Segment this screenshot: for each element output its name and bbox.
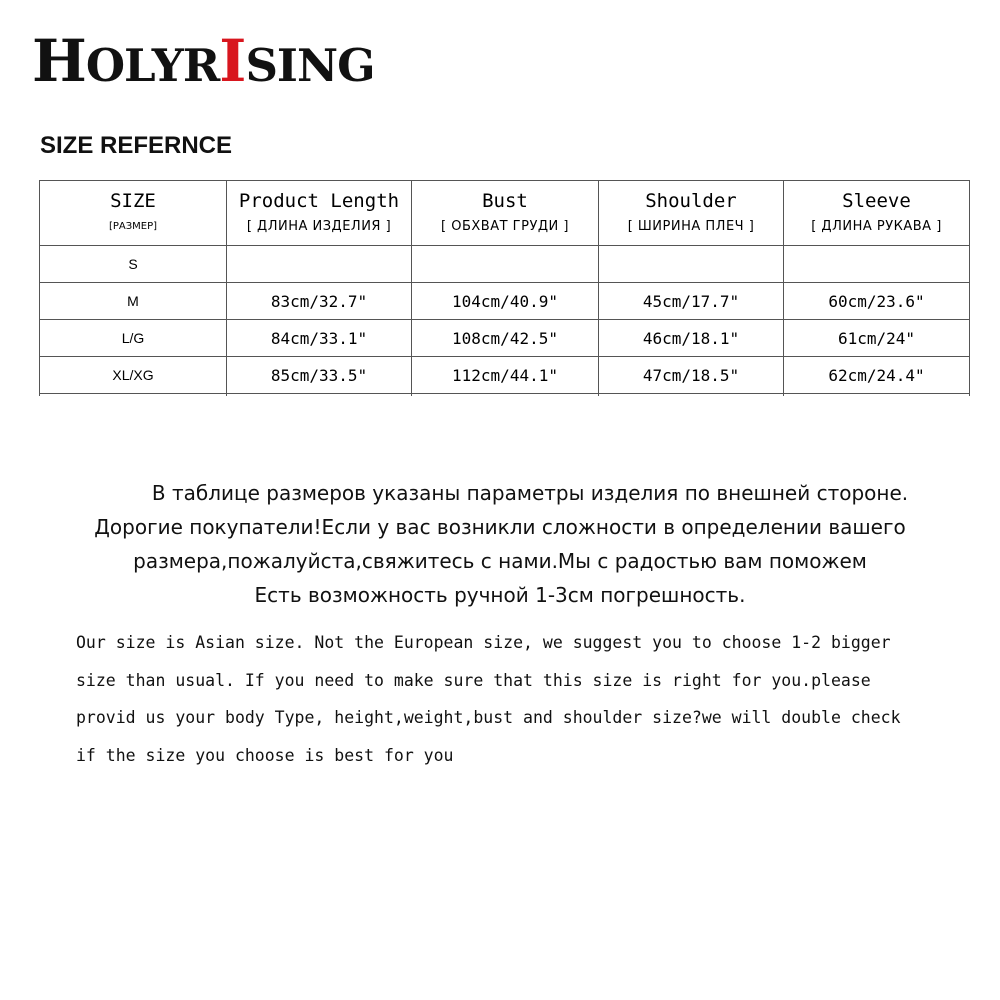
- russian-note-line: Есть возможность ручной 1-3см погрешность.: [254, 583, 746, 607]
- bust-cell: [412, 246, 599, 283]
- sleeve-cell: 62cm/24.4": [784, 357, 970, 394]
- table-cut-row: [40, 394, 970, 397]
- shoulder-cell: 47cm/18.5": [599, 357, 784, 394]
- header-bust-label: Bust: [482, 190, 528, 212]
- header-sleeve: [784, 181, 970, 246]
- header-size-label: SIZE: [110, 190, 156, 212]
- header-shoulder-label: Shoulder: [645, 190, 737, 212]
- header-length-sub: [ ДЛИНА ИЗДЕЛИЯ ]: [246, 219, 392, 234]
- header-length-label: Product Length: [238, 190, 400, 212]
- bust-cell: 104cm/40.9": [412, 283, 599, 320]
- size-cell: S: [40, 246, 227, 283]
- logo-text-part1: OLYR: [85, 39, 220, 92]
- header-size: [40, 181, 227, 246]
- english-note-line: if the size you choose is best for you: [76, 745, 454, 765]
- length-cell: [227, 246, 412, 283]
- russian-note-line: Дорогие покупатели!Если у вас возникли сложности в определении вашего: [94, 515, 906, 539]
- table-row: [40, 357, 970, 394]
- logo-text-part2: SING: [245, 39, 375, 92]
- header-bust-sub: [ ОБХВАТ ГРУДИ ]: [441, 219, 569, 234]
- logo-letter-h: H: [32, 27, 86, 95]
- brand-logo: [32, 27, 375, 95]
- russian-note: [20, 476, 980, 612]
- bust-cell: 112cm/44.1": [412, 357, 599, 394]
- header-sleeve-label: Sleeve: [842, 190, 911, 212]
- header-shoulder-sub: [ ШИРИНА ПЛЕЧ ]: [627, 219, 755, 234]
- english-note-line: size than usual. If you need to make sure that this size is right for you.please: [76, 670, 871, 690]
- length-cell: 83cm/32.7": [227, 283, 412, 320]
- sleeve-cell: [784, 246, 970, 283]
- size-table: [39, 180, 970, 396]
- header-bust: [412, 181, 599, 246]
- english-note: [76, 624, 986, 774]
- size-cell: M: [40, 283, 227, 320]
- size-cell: L/G: [40, 320, 227, 357]
- english-note-line: provid us your body Type, height,weight,bust and shoulder size?we will double check: [76, 708, 901, 727]
- length-cell: 84cm/33.1": [227, 320, 412, 357]
- table-row: [40, 320, 970, 357]
- header-length: [227, 181, 412, 246]
- cut-cell: [227, 394, 412, 397]
- table-row: [40, 283, 970, 320]
- cut-cell: [40, 394, 227, 397]
- bust-cell: 108cm/42.5": [412, 320, 599, 357]
- table-header-row: [40, 181, 970, 246]
- header-shoulder: [599, 181, 784, 246]
- size-reference-title: SIZE REFERNCE: [40, 132, 233, 159]
- table-row: [40, 246, 970, 283]
- shoulder-cell: [599, 246, 784, 283]
- sleeve-cell: 60cm/23.6": [784, 283, 970, 320]
- english-note-line: Our size is Asian size. Not the European size, we suggest you to choose 1-2 bigger: [76, 633, 891, 652]
- header-sleeve-sub: [ ДЛИНА РУКАВА ]: [811, 219, 942, 234]
- length-cell: 85cm/33.5": [227, 357, 412, 394]
- shoulder-cell: 46cm/18.1": [599, 320, 784, 357]
- shoulder-cell: 45cm/17.7": [599, 283, 784, 320]
- logo-letter-i: I: [219, 27, 246, 95]
- sleeve-cell: 61cm/24": [784, 320, 970, 357]
- russian-note-line: размера,пожалуйста,свяжитесь с нами.Мы с радостью вам поможем: [133, 549, 867, 573]
- size-cell: XL/XG: [40, 357, 227, 394]
- russian-note-line: В таблице размеров указаны параметры изделия по внешней стороне.: [151, 481, 909, 505]
- cut-cell: [784, 394, 970, 397]
- header-size-sub: [РАЗМЕР]: [108, 221, 158, 232]
- cut-cell: [412, 394, 599, 397]
- cut-cell: [599, 394, 784, 397]
